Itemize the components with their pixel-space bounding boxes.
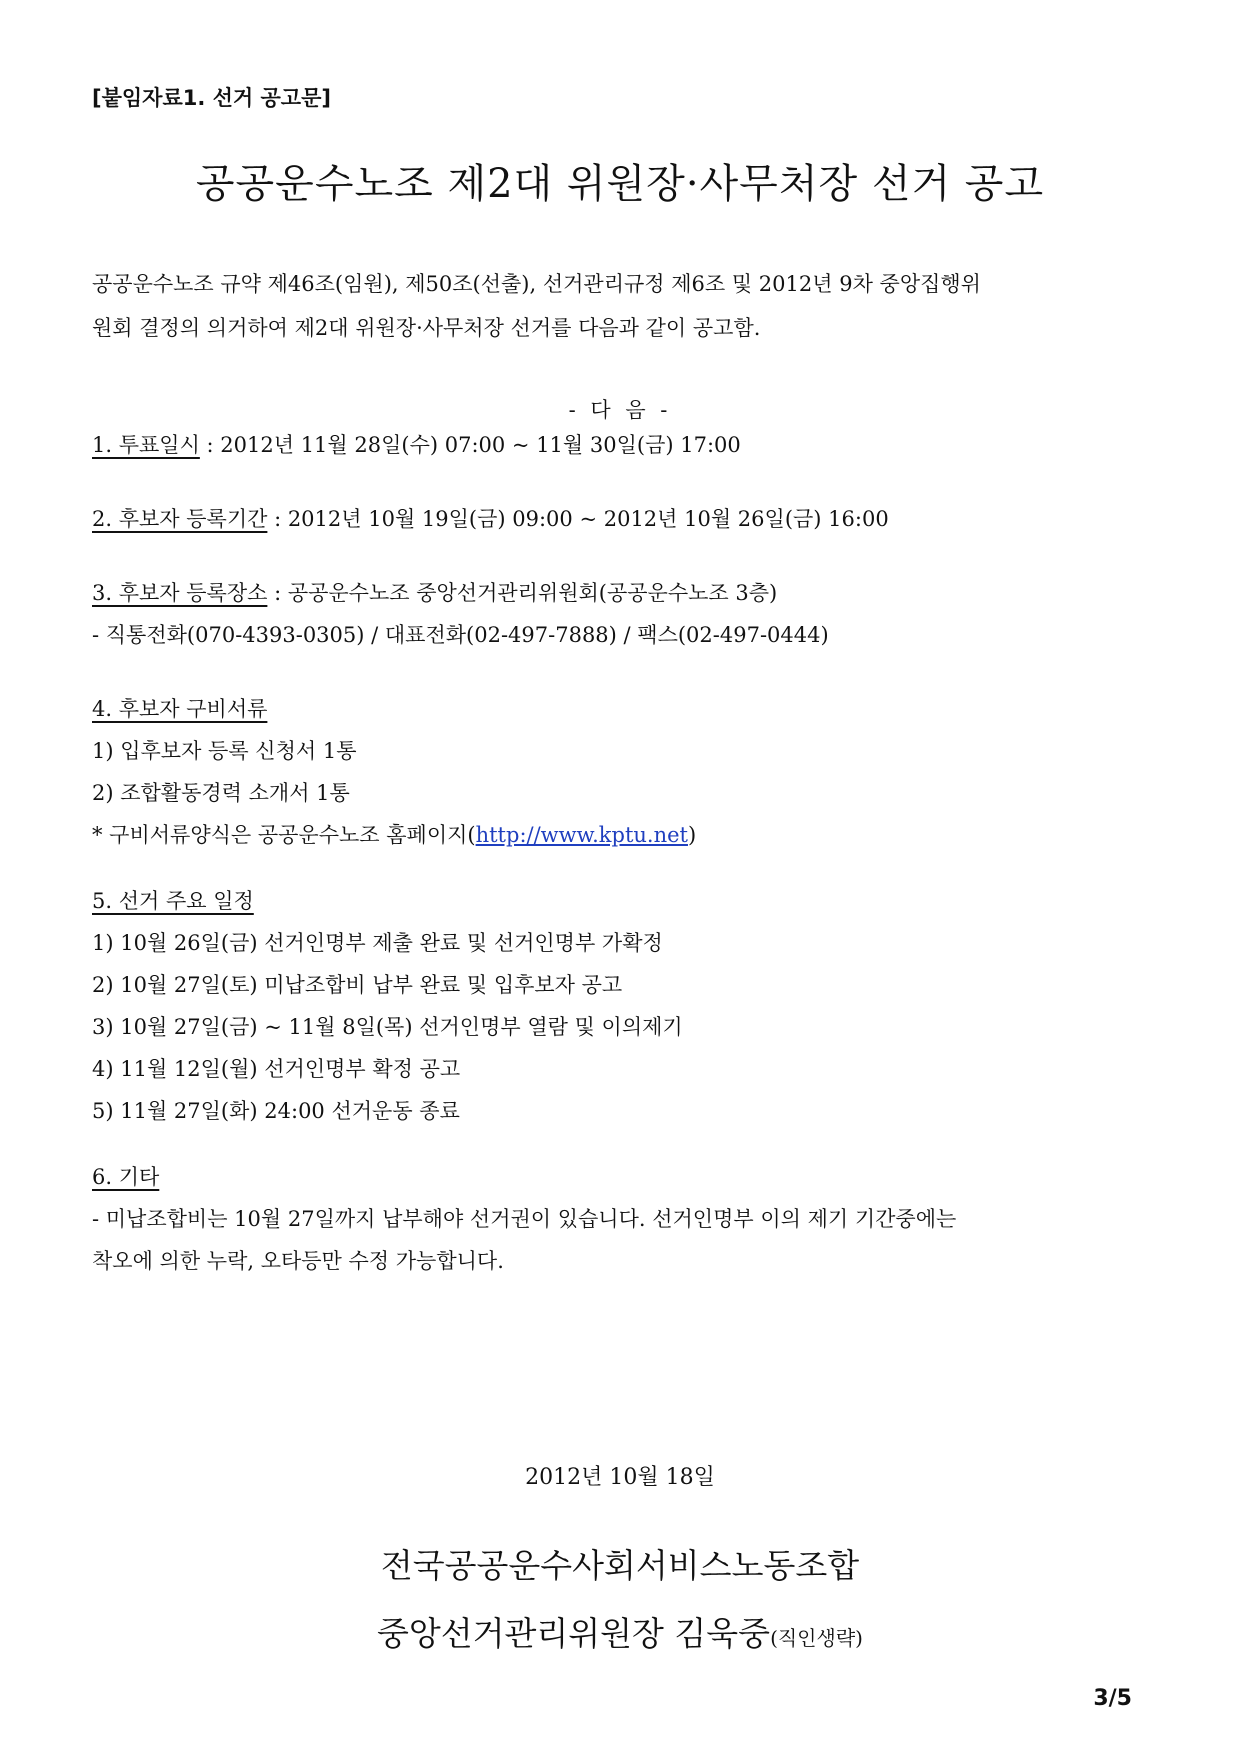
chair-name: 중앙선거관리위원장 김욱중 bbox=[377, 1614, 771, 1653]
section-required-documents bbox=[92, 688, 1142, 856]
contact-line: - 직통전화(070-4393-0305) / 대표전화(02-497-7888) / 팩스(02-497-0444) bbox=[92, 623, 829, 647]
intro-line-2: 원회 결정의 의거하여 제2대 위원장·사무처장 선거를 다음과 같이 공고함. bbox=[92, 316, 761, 340]
list-item: 5) 11월 27일(화) 24:00 선거운동 종료 bbox=[92, 1099, 460, 1123]
list-item: 1) 10월 26일(금) 선거인명부 제출 완료 및 선거인명부 가확정 bbox=[92, 931, 663, 955]
section-text: : 공공운수노조 중앙선거관리위원회(공공운수노조 3층) bbox=[267, 581, 778, 605]
section-voting-date bbox=[92, 424, 1142, 466]
attachment-label: [붙임자료1. 선거 공고문] bbox=[92, 86, 331, 110]
section-heading: 6. 기타 bbox=[92, 1165, 160, 1189]
intro-paragraph bbox=[92, 262, 1132, 350]
list-item: 1) 입후보자 등록 신청서 1통 bbox=[92, 739, 357, 763]
intro-line-1: 공공운수노조 규약 제46조(임원), 제50조(선출), 선거관리규정 제6조 및 2012년 9차 중앙집행위 bbox=[92, 272, 981, 296]
organization-name: 전국공공운수사회서비스노동조합 bbox=[380, 1546, 860, 1585]
list-item: 3) 10월 27일(금) ~ 11월 8일(목) 선거인명부 열람 및 이의제기 bbox=[92, 1015, 683, 1039]
list-item: 2) 10월 27일(토) 미납조합비 납부 완료 및 입후보자 공고 bbox=[92, 973, 623, 997]
other-line-1: - 미납조합비는 10월 27일까지 납부해야 선거권이 있습니다. 선거인명부 이의 제기 기간중에는 bbox=[92, 1207, 957, 1231]
list-item: 2) 조합활동경력 소개서 1통 bbox=[92, 781, 350, 805]
section-heading: 4. 후보자 구비서류 bbox=[92, 697, 268, 721]
section-registration-place bbox=[92, 572, 1142, 656]
section-registration-period bbox=[92, 498, 1142, 540]
homepage-link[interactable]: http://www.kptu.net bbox=[475, 823, 688, 847]
other-line-2: 착오에 의한 누락, 오타등만 수정 가능합니다. bbox=[92, 1249, 504, 1273]
section-heading: 1. 투표일시 bbox=[92, 433, 200, 457]
announcement-date: 2012년 10월 18일 bbox=[525, 1465, 715, 1490]
document-title: 공공운수노조 제2대 위원장·사무처장 선거 공고 bbox=[195, 161, 1045, 207]
section-election-schedule bbox=[92, 880, 1142, 1132]
page-number: 3/5 bbox=[1093, 1686, 1132, 1711]
signatory bbox=[0, 1608, 1240, 1655]
form-note bbox=[92, 814, 1142, 856]
list-item: 4) 11월 12일(월) 선거인명부 확정 공고 bbox=[92, 1057, 461, 1081]
note-prefix: * 구비서류양식은 공공운수노조 홈페이지( bbox=[92, 823, 476, 847]
section-other bbox=[92, 1156, 1142, 1282]
section-heading: 5. 선거 주요 일정 bbox=[92, 889, 254, 913]
section-heading: 2. 후보자 등록기간 bbox=[92, 507, 268, 531]
note-suffix: ) bbox=[687, 823, 697, 847]
following-marker: - 다 음 - bbox=[568, 398, 672, 422]
section-heading: 3. 후보자 등록장소 bbox=[92, 581, 268, 605]
section-text: : 2012년 11월 28일(수) 07:00 ~ 11월 30일(금) 17:00 bbox=[199, 433, 741, 457]
seal-note: (직인생략) bbox=[770, 1626, 863, 1650]
section-text: : 2012년 10월 19일(금) 09:00 ~ 2012년 10월 26일(금) 16:00 bbox=[267, 507, 889, 531]
